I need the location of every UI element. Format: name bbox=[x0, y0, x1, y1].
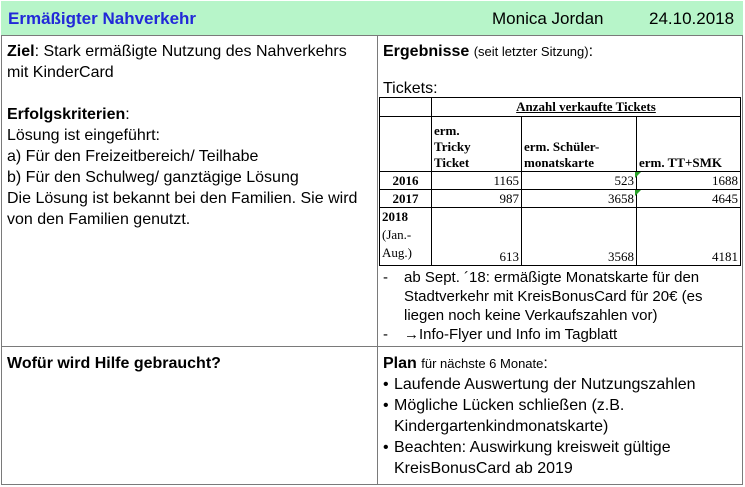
criteria-label: Erfolgskriterien bbox=[7, 106, 126, 123]
table-row bbox=[380, 172, 741, 190]
cell-value: 613 bbox=[432, 208, 522, 266]
table-corner bbox=[380, 117, 432, 172]
plan-item: • Laufende Auswertung der Nutzungszahlen bbox=[383, 376, 696, 393]
criteria-line: b) Für den Schulweg/ ganztägige Lösung bbox=[7, 169, 299, 186]
results-section bbox=[383, 41, 739, 97]
header-date: 24.10.2018 bbox=[649, 9, 735, 28]
results-label: Ergebnisse bbox=[383, 43, 470, 60]
row-divider bbox=[1, 346, 743, 347]
row-year: 2017 bbox=[380, 190, 432, 208]
header-bar bbox=[1, 1, 743, 36]
criteria-line: Lösung ist eingeführt: bbox=[7, 127, 160, 144]
table-row bbox=[380, 208, 741, 266]
criteria-line: a) Für den Freizeitbereich/ Teilhabe bbox=[7, 148, 259, 165]
column-header-tricky: erm. Tricky Ticket bbox=[432, 117, 522, 172]
cell-value: 523 bbox=[522, 172, 637, 190]
cell-value: 1688 bbox=[637, 172, 741, 190]
note-item: - ab Sept. ´18: ermäßigte Monatskarte für den Stadtverkehr mit KreisBonusCard für 20€ (es liegen noch keine Verkaufszahlen vor) bbox=[383, 269, 703, 324]
tickets-label: Tickets: bbox=[383, 80, 438, 97]
comment-marker-icon bbox=[635, 172, 641, 178]
plan-heading: Plan für nächste 6 Monate: bbox=[383, 355, 548, 372]
plan-label: Plan bbox=[383, 355, 417, 372]
comment-marker-icon bbox=[635, 190, 641, 196]
table-row bbox=[380, 190, 741, 208]
plan-item: • Beachten: Auswirkung kreisweit gültige KreisBonusCard ab 2019 bbox=[383, 439, 671, 477]
ticket-table bbox=[379, 97, 741, 266]
goal-label: Ziel bbox=[7, 43, 35, 60]
results-heading: Ergebnisse (seit letzter Sitzung): bbox=[383, 43, 594, 60]
cell-value: 3568 bbox=[522, 208, 637, 266]
goal-text: Ziel: Stark ermäßigte Nutzung des Nahverkehrs mit KinderCard bbox=[7, 43, 347, 81]
owner-name: Monica Jordan bbox=[492, 9, 604, 28]
results-notes bbox=[383, 268, 739, 344]
cell-value: 987 bbox=[432, 190, 522, 208]
criteria-heading: Erfolgskriterien: bbox=[7, 106, 130, 123]
note-item: - →Info-Flyer und Info im Tagblatt bbox=[383, 326, 618, 343]
row-year-2018: 2018 (Jan.- Aug.) bbox=[380, 208, 432, 266]
column-header-schueler: erm. Schüler- monatskarte bbox=[522, 117, 637, 172]
column-divider bbox=[377, 36, 378, 485]
plan-section bbox=[383, 353, 739, 479]
criteria-line: Die Lösung ist bekannt bei den Familien. Sie wird von den Familien genutzt. bbox=[7, 190, 358, 228]
cell-value: 1165 bbox=[432, 172, 522, 190]
cell-value: 4181 bbox=[637, 208, 741, 266]
cell-value: 4645 bbox=[637, 190, 741, 208]
plan-item: • Mögliche Lücken schließen (z.B. Kindergartenkindmonatskarte) bbox=[383, 397, 625, 435]
table-corner bbox=[380, 98, 432, 117]
column-header-combined: erm. TT+SMK bbox=[637, 117, 741, 172]
row-year: 2016 bbox=[380, 172, 432, 190]
goal-section bbox=[7, 41, 371, 230]
page-title: Ermäßigter Nahverkehr bbox=[8, 9, 197, 28]
cell-value: 3658 bbox=[522, 190, 637, 208]
help-heading: Wofür wird Hilfe gebraucht? bbox=[7, 355, 221, 372]
table-title: Anzahl verkaufte Tickets bbox=[432, 98, 741, 117]
